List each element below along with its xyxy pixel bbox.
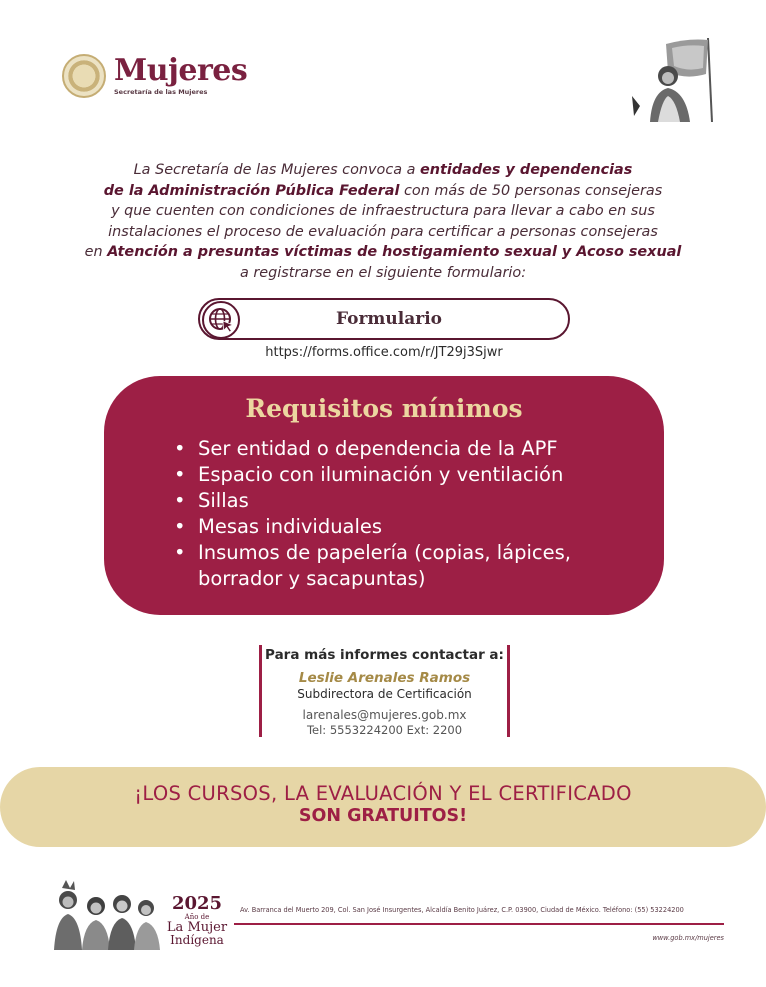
contact-email-link[interactable]: larenales@mujeres.gob.mx [302,708,467,722]
requirements-box [104,376,664,615]
year-of-indigenous-woman-logo [166,895,228,946]
footer-address: Av. Barranca del Muerto 209, Col. San José Insurgentes, Alcaldía Benito Juárez, C.P. 03900, Ciudad de México. Teléfono: (55) 53224200 [240,906,684,914]
free-courses-banner [0,767,766,847]
year-number: 2025 [171,893,223,914]
banner-line-2: SON GRATUITOS! [298,806,468,826]
list-item: • Insumos de papelería (copias, lápices, borrador y sacapuntas) [174,540,654,592]
contact-name: Leslie Arenales Ramos [298,670,471,686]
form-label: Formulario [335,309,442,329]
contact-role: Subdirectora de Certificación [297,687,472,701]
list-item: • Ser entidad o dependencia de la APF [174,436,654,462]
list-item: • Sillas [174,488,654,514]
footer-divider [234,923,724,925]
divider-right [507,645,510,737]
list-item: • Espacio con iluminación y ventilación [174,462,654,488]
national-seal-icon [62,54,106,98]
year-title-2: Indígena [170,933,224,947]
list-item: • Mesas individuales [174,514,654,540]
requirements-list [174,436,654,592]
contact-block [259,645,510,737]
indigenous-women-illustration [48,878,160,950]
mujeres-logo [62,54,247,98]
brand-name: Mujeres [114,53,248,88]
requirements-title: Requisitos mínimos [245,394,523,423]
woman-with-flag-illustration [628,36,714,122]
intro-paragraph: La Secretaría de las Mujeres convoca a entidades y dependencias de la Administración Pública Federal con más de 50 personas consejeras y que cuenten con condiciones de infraestructura para llevar a cabo en sus instalaciones el proceso de evaluación para certificar a personas consejeras en Atención a presuntas víctimas de hostigamiento sexual y Acoso sexual a registrarse en el siguiente formulario: [84,162,682,281]
year-title-1: La Mujer [166,920,228,935]
brand-subtitle: Secretaría de las Mujeres [114,88,208,96]
year-sub: Año de [184,913,210,921]
divider-left [259,645,262,737]
banner-line-1: ¡LOS CURSOS, LA EVALUACIÓN Y EL CERTIFICADO [134,782,632,805]
form-url-link[interactable]: https://forms.office.com/r/JT29j3Sjwr [265,345,503,360]
contact-phone: Tel: 5553224200 Ext: 2200 [306,723,463,737]
contact-heading: Para más informes contactar a: [265,647,504,663]
form-link-button[interactable] [198,298,570,340]
footer-website-link[interactable]: www.gob.mx/mujeres [652,934,724,942]
